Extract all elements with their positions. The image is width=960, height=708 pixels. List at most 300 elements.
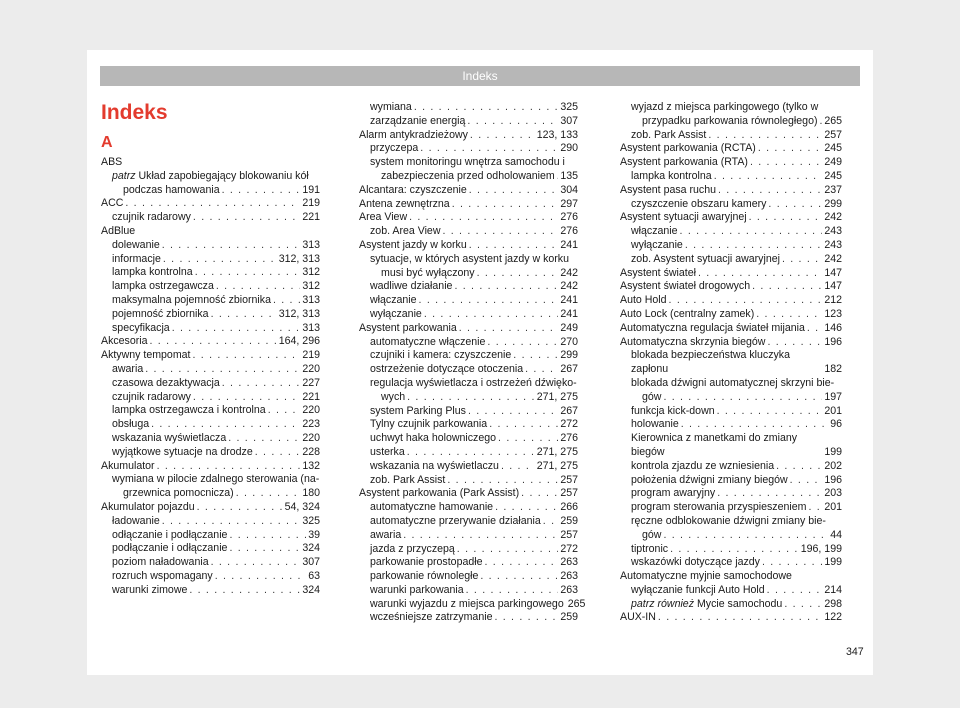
index-entry bbox=[620, 611, 842, 625]
index-entry-text: pojemność zbiornika bbox=[112, 307, 209, 320]
dot-leader bbox=[808, 501, 822, 515]
index-entry bbox=[101, 156, 320, 170]
dot-leader bbox=[485, 556, 559, 570]
page-reference: 249 bbox=[560, 321, 578, 334]
index-entry-text: zarządzanie energią bbox=[370, 114, 466, 127]
index-entry bbox=[359, 170, 578, 184]
dot-leader bbox=[489, 418, 558, 432]
index-entry bbox=[101, 460, 320, 474]
index-entry-text: Asystent parkowania (Park Assist) bbox=[359, 487, 520, 500]
index-entry bbox=[620, 529, 842, 543]
index-entry-label bbox=[631, 170, 712, 184]
page-reference: 123 bbox=[824, 307, 842, 320]
index-entry-label bbox=[370, 598, 564, 612]
page-reference: 164, 296 bbox=[278, 335, 320, 348]
index-entry bbox=[620, 294, 842, 308]
page-reference: 272 bbox=[560, 542, 578, 555]
index-entry-label bbox=[620, 211, 747, 225]
index-entry-label bbox=[620, 611, 656, 625]
index-entry bbox=[620, 336, 842, 350]
dot-leader bbox=[162, 239, 301, 253]
index-entry-label bbox=[112, 266, 193, 280]
index-entry-text: system monitoringu wnętrza samochodu i bbox=[370, 156, 565, 169]
index-entry-label bbox=[631, 253, 780, 267]
dot-leader bbox=[749, 211, 823, 225]
index-entry-label bbox=[370, 584, 464, 598]
dot-leader bbox=[670, 543, 799, 557]
dot-leader bbox=[750, 156, 822, 170]
dot-leader bbox=[193, 211, 300, 225]
index-entry-text: zabezpieczenia przed odholowaniem bbox=[381, 169, 555, 182]
index-entry-label bbox=[370, 474, 445, 488]
index-entry-label bbox=[631, 460, 774, 474]
index-entry-label bbox=[359, 322, 457, 336]
index-entry-text: obsługa bbox=[112, 418, 150, 431]
page-reference: 270 bbox=[560, 335, 578, 348]
page-reference: 146 bbox=[824, 321, 842, 334]
index-entry-text: Auto Lock (centralny zamek) bbox=[620, 307, 755, 320]
index-entry-text: wskazówki dotyczące jazdy bbox=[631, 556, 760, 569]
index-entry-text: ACC bbox=[101, 197, 124, 210]
index-entry-label bbox=[370, 308, 422, 322]
index-entry bbox=[620, 253, 842, 267]
index-entry bbox=[620, 460, 842, 474]
index-entry-text: program sterowania przyspieszeniem bbox=[631, 501, 807, 514]
index-entry-text: program awaryjny bbox=[631, 487, 716, 500]
page-reference: 123, 133 bbox=[536, 128, 578, 141]
index-entry bbox=[359, 611, 578, 625]
index-entry bbox=[101, 570, 320, 584]
index-entry bbox=[101, 363, 320, 377]
index-entry-text: Automatyczna skrzynia biegów bbox=[620, 335, 766, 348]
page-reference: 220 bbox=[302, 431, 320, 444]
index-entry bbox=[359, 501, 578, 515]
index-entry bbox=[620, 570, 842, 584]
page-reference: 182 bbox=[824, 363, 842, 376]
index-entry bbox=[620, 142, 842, 156]
dot-leader bbox=[457, 543, 559, 557]
index-entry bbox=[359, 570, 578, 584]
index-entry-text: tiptronic bbox=[631, 542, 669, 555]
index-entry-label bbox=[112, 170, 309, 182]
page-reference: 257 bbox=[560, 473, 578, 486]
dot-leader bbox=[658, 611, 822, 625]
index-entry-text: blokada dźwigni automatycznej skrzyni bie- bbox=[631, 376, 835, 389]
index-entry bbox=[101, 349, 320, 363]
page-reference: 202 bbox=[824, 459, 842, 472]
page-reference: 96 bbox=[830, 418, 842, 431]
index-entry bbox=[620, 239, 842, 253]
index-entry bbox=[101, 239, 320, 253]
index-entry-label bbox=[370, 225, 440, 239]
index-entry bbox=[101, 418, 320, 432]
index-entry bbox=[620, 225, 842, 239]
dot-leader bbox=[150, 335, 277, 349]
index-entry-label bbox=[370, 529, 401, 543]
index-entry-text: AUX-IN bbox=[620, 611, 656, 624]
index-entry bbox=[359, 584, 578, 598]
dot-leader bbox=[767, 336, 822, 350]
index-entry-label bbox=[359, 239, 467, 253]
dot-leader bbox=[216, 280, 300, 294]
page-reference: 196 bbox=[824, 473, 842, 486]
page-reference: 220 bbox=[302, 362, 320, 375]
dot-leader bbox=[470, 129, 535, 143]
index-entry bbox=[101, 322, 320, 336]
index-entry-label bbox=[620, 280, 750, 294]
index-entry-text: czasowa dezaktywacja bbox=[112, 376, 220, 389]
page-reference: 201 bbox=[824, 404, 842, 417]
index-entry-label bbox=[370, 101, 412, 115]
index-entry bbox=[620, 584, 842, 598]
index-entry bbox=[101, 308, 320, 322]
index-entry bbox=[620, 598, 842, 612]
page-reference: 241 bbox=[560, 307, 578, 320]
index-entry-label bbox=[112, 515, 160, 529]
index-entry-label bbox=[112, 211, 191, 225]
index-entry bbox=[101, 556, 320, 570]
dot-leader bbox=[273, 294, 300, 308]
dot-leader bbox=[714, 170, 823, 184]
index-entry bbox=[101, 266, 320, 280]
dot-leader bbox=[197, 501, 283, 515]
page-reference: 259 bbox=[560, 611, 578, 624]
page-reference: 191 bbox=[302, 183, 320, 196]
page-reference: 44 bbox=[830, 528, 842, 541]
page-reference: 196, 199 bbox=[800, 542, 842, 555]
page-reference: 196 bbox=[824, 335, 842, 348]
index-entry bbox=[620, 377, 842, 391]
page-reference: 304 bbox=[560, 183, 578, 196]
index-entry bbox=[359, 225, 578, 239]
dot-leader bbox=[477, 267, 559, 281]
index-entry-text: blokada bezpieczeństwa kluczyka zapłonu bbox=[631, 349, 790, 376]
dot-leader bbox=[663, 391, 822, 405]
index-entry-text: Automatyczne myjnie samochodowe bbox=[620, 570, 792, 583]
index-entry-text: regulacja wyświetlacza i ostrzeżeń dźwięko- bbox=[370, 376, 577, 389]
index-entry-label bbox=[112, 542, 227, 556]
index-entry-label bbox=[631, 556, 760, 570]
page-reference: 241 bbox=[560, 294, 578, 307]
page-reference: 243 bbox=[824, 238, 842, 251]
index-entry-text: warunki zimowe bbox=[112, 583, 188, 596]
dot-leader bbox=[487, 336, 558, 350]
index-entry-text: gów bbox=[642, 390, 662, 403]
page-reference: 276 bbox=[560, 225, 578, 238]
index-entry bbox=[101, 542, 320, 556]
index-entry-text: Asystent parkowania (RCTA) bbox=[620, 142, 756, 155]
dot-leader bbox=[466, 584, 559, 598]
index-entry-text: Układ zapobiegający blokowaniu kół bbox=[135, 169, 309, 182]
dot-leader bbox=[211, 308, 277, 322]
index-entry-text: rozruch wspomagany bbox=[112, 569, 213, 582]
index-entry-text: Mycie samochodu bbox=[694, 597, 783, 610]
index-entry-text: Asystent parkowania (RTA) bbox=[620, 156, 748, 169]
index-entry-text: zob. Area View bbox=[370, 225, 441, 238]
index-entry bbox=[620, 101, 842, 115]
index-entry-text: wskazania wyświetlacza bbox=[112, 431, 227, 444]
dot-leader bbox=[452, 198, 559, 212]
index-entry-text: czujnik radarowy bbox=[112, 211, 191, 224]
index-entry-text: warunki parkowania bbox=[370, 583, 464, 596]
index-entry bbox=[620, 129, 842, 143]
page-reference: 227 bbox=[302, 376, 320, 389]
index-entry-text: czyszczenie obszaru kamery bbox=[631, 197, 767, 210]
index-entry-label bbox=[631, 487, 715, 501]
dot-leader bbox=[767, 584, 823, 598]
index-entry-label bbox=[370, 543, 455, 557]
index-entry-label bbox=[370, 418, 487, 432]
index-entry bbox=[101, 197, 320, 211]
page-reference: 214 bbox=[824, 583, 842, 596]
page-reference: 312 bbox=[302, 266, 320, 279]
page-reference: 299 bbox=[824, 197, 842, 210]
page-reference: 263 bbox=[560, 556, 578, 569]
index-entry-text: przyczepa bbox=[370, 142, 419, 155]
index-entry bbox=[101, 253, 320, 267]
index-entry bbox=[359, 129, 578, 143]
dot-leader bbox=[480, 570, 558, 584]
index-entry-text: Alarm antykradzieżowy bbox=[359, 128, 468, 141]
index-entry bbox=[359, 543, 578, 557]
index-entry-text: wymiana bbox=[370, 101, 412, 113]
dot-leader bbox=[513, 349, 558, 363]
page-reference: 263 bbox=[560, 570, 578, 583]
index-entry-label bbox=[370, 556, 483, 570]
index-entry bbox=[359, 556, 578, 570]
dot-leader bbox=[125, 197, 300, 211]
page-reference: 147 bbox=[824, 280, 842, 293]
dot-leader bbox=[680, 225, 823, 239]
index-entry-label bbox=[112, 473, 319, 485]
page-reference: 219 bbox=[302, 349, 320, 362]
index-entry-label bbox=[101, 225, 135, 237]
index-entry-text: sytuacje, w których asystent jazdy w korku bbox=[370, 252, 570, 265]
index-entry-text: wych bbox=[381, 390, 406, 403]
dot-leader bbox=[782, 253, 822, 267]
index-entry-label bbox=[370, 570, 478, 584]
index-entry-text: wyjazd z miejsca parkingowego (tylko w bbox=[631, 101, 819, 113]
page-reference: 219 bbox=[302, 197, 320, 210]
index-entry-label bbox=[101, 197, 123, 211]
page-reference: 312 bbox=[302, 280, 320, 293]
dot-leader bbox=[708, 129, 822, 143]
page-reference: 54, 324 bbox=[284, 500, 320, 513]
index-entry bbox=[101, 501, 320, 515]
index-entry-text: awaria bbox=[370, 528, 402, 541]
index-entry-label bbox=[370, 515, 541, 529]
index-entry-label bbox=[370, 336, 485, 350]
dot-leader bbox=[698, 267, 822, 281]
dot-leader bbox=[151, 418, 300, 432]
index-entry bbox=[620, 280, 842, 294]
index-entry-label bbox=[631, 474, 788, 488]
index-entry-text: wadliwe działanie bbox=[370, 280, 453, 293]
index-entry-text: AdBlue bbox=[101, 224, 136, 237]
index-entry-label bbox=[112, 253, 161, 267]
page-reference: 228 bbox=[302, 445, 320, 458]
dot-leader bbox=[807, 322, 822, 336]
page-reference: 267 bbox=[560, 363, 578, 376]
dot-leader bbox=[403, 529, 558, 543]
index-entry bbox=[359, 211, 578, 225]
dot-leader bbox=[407, 391, 535, 405]
index-entry-label bbox=[631, 598, 782, 612]
section-header-bar: Indeks bbox=[100, 66, 860, 86]
index-entry bbox=[620, 349, 842, 377]
page-reference: 272 bbox=[560, 418, 578, 431]
index-entry-label bbox=[642, 115, 818, 129]
index-entry-label bbox=[101, 501, 195, 515]
index-entry-label bbox=[359, 129, 468, 143]
index-entry-label bbox=[112, 377, 220, 391]
index-entry-label bbox=[620, 184, 716, 198]
index-entry bbox=[620, 487, 842, 501]
index-entry-text: Akumulator pojazdu bbox=[101, 500, 195, 513]
index-entry bbox=[620, 515, 842, 529]
dot-leader bbox=[189, 584, 300, 598]
index-entry bbox=[359, 142, 578, 156]
index-entry-text: musi być wyłączony bbox=[381, 266, 475, 279]
index-entry-text: lampka kontrolna bbox=[112, 266, 193, 279]
index-entry-label bbox=[112, 391, 191, 405]
page-reference: 257 bbox=[560, 528, 578, 541]
index-entry bbox=[101, 294, 320, 308]
page-reference: 249 bbox=[824, 156, 842, 169]
index-entry-text: Auto Hold bbox=[620, 294, 667, 307]
page-reference: 257 bbox=[824, 128, 842, 141]
page-reference: 271, 275 bbox=[536, 445, 578, 458]
page-reference: 147 bbox=[824, 266, 842, 279]
page-reference: 263 bbox=[560, 583, 578, 596]
index-entry bbox=[101, 515, 320, 529]
index-entry-text: zob. Asystent sytuacji awaryjnej bbox=[631, 252, 780, 265]
index-entry-label bbox=[631, 501, 806, 515]
page-reference: 312, 313 bbox=[278, 252, 320, 265]
index-entry-label bbox=[101, 156, 122, 168]
index-entry bbox=[359, 322, 578, 336]
index-entry bbox=[359, 405, 578, 419]
index-entry-label bbox=[631, 543, 668, 557]
dot-leader bbox=[469, 239, 559, 253]
cross-reference-label: patrz również bbox=[631, 597, 694, 610]
index-letter-heading: A bbox=[101, 134, 113, 151]
dot-leader bbox=[157, 460, 301, 474]
dot-leader bbox=[495, 501, 558, 515]
index-entry-label bbox=[631, 101, 818, 113]
index-entry-text: funkcja kick-down bbox=[631, 404, 715, 417]
index-entry-text: system Parking Plus bbox=[370, 404, 466, 417]
page-reference: 242 bbox=[560, 266, 578, 279]
index-entry bbox=[359, 239, 578, 253]
index-entry-label bbox=[112, 570, 213, 584]
page-reference: 199 bbox=[824, 445, 842, 458]
dot-leader bbox=[193, 391, 300, 405]
dot-leader bbox=[409, 211, 558, 225]
dot-leader bbox=[193, 349, 301, 363]
index-entry bbox=[359, 115, 578, 129]
index-entry-label bbox=[370, 253, 569, 265]
index-entry-label bbox=[620, 156, 748, 170]
dot-leader bbox=[162, 515, 301, 529]
index-entry-text: wyłączanie funkcji Auto Hold bbox=[631, 583, 765, 596]
index-entry-label bbox=[370, 115, 465, 129]
index-entry bbox=[620, 170, 842, 184]
page-reference: 290 bbox=[560, 142, 578, 155]
index-entry-text: ładowanie bbox=[112, 514, 160, 527]
index-entry-text: dolewanie bbox=[112, 238, 160, 251]
index-entry-label bbox=[370, 294, 417, 308]
page-reference: 271, 275 bbox=[536, 390, 578, 403]
page-reference: 39 bbox=[308, 528, 320, 541]
index-entry-text: wskazania na wyświetlaczu bbox=[370, 459, 499, 472]
index-entry-text: lampka kontrolna bbox=[631, 169, 712, 182]
index-entry-label bbox=[112, 418, 149, 432]
dot-leader bbox=[776, 460, 822, 474]
index-entry-text: lampka ostrzegawcza i kontrolna bbox=[112, 404, 266, 417]
index-entry bbox=[359, 487, 578, 501]
index-entry-label bbox=[370, 349, 511, 363]
page-reference: 223 bbox=[302, 418, 320, 431]
index-entry-label bbox=[370, 432, 496, 446]
dot-leader bbox=[768, 198, 822, 212]
page-reference: 266 bbox=[560, 501, 578, 514]
index-entry-text: Akcesoria bbox=[101, 335, 148, 348]
dot-leader bbox=[414, 101, 559, 115]
page-reference: 324 bbox=[302, 583, 320, 596]
index-entry bbox=[620, 501, 842, 515]
index-entry bbox=[359, 529, 578, 543]
dot-leader bbox=[758, 142, 823, 156]
dot-leader bbox=[752, 280, 822, 294]
index-entry bbox=[101, 184, 320, 198]
index-entry bbox=[101, 446, 320, 460]
index-entry-text: Asystent świateł drogowych bbox=[620, 280, 751, 293]
index-entry-label bbox=[631, 515, 826, 527]
dot-leader bbox=[467, 115, 558, 129]
index-entry bbox=[101, 280, 320, 294]
index-entry-label bbox=[631, 584, 765, 598]
dot-leader bbox=[454, 280, 558, 294]
index-entry-label bbox=[370, 501, 493, 515]
index-entry bbox=[359, 267, 578, 281]
page-reference: 180 bbox=[302, 487, 320, 500]
index-entry-text: Area View bbox=[359, 211, 408, 224]
dot-leader bbox=[222, 377, 301, 391]
page-reference: 245 bbox=[824, 169, 842, 182]
dot-leader bbox=[236, 487, 301, 501]
index-entry bbox=[359, 184, 578, 198]
page-reference: 220 bbox=[302, 404, 320, 417]
index-entry bbox=[101, 170, 320, 184]
index-entry-label bbox=[112, 432, 226, 446]
index-entry-text: warunki wyjazdu z miejsca parkingowego bbox=[370, 597, 564, 610]
dot-leader bbox=[459, 322, 559, 336]
index-entry-text: ABS bbox=[101, 156, 123, 168]
index-entry-label bbox=[620, 308, 754, 322]
index-entry bbox=[359, 363, 578, 377]
index-entry-label bbox=[370, 142, 418, 156]
index-entry-text: położenia dźwigni zmiany biegów bbox=[631, 473, 788, 486]
index-entry-text: Asystent sytuacji awaryjnej bbox=[620, 211, 747, 224]
index-entry-label bbox=[370, 377, 577, 389]
page-reference: 201 bbox=[824, 501, 842, 514]
index-entry-label bbox=[123, 184, 220, 198]
index-entry-label bbox=[620, 570, 792, 582]
index-entry bbox=[620, 184, 842, 198]
page-reference: 307 bbox=[560, 114, 578, 127]
index-entry bbox=[101, 584, 320, 598]
